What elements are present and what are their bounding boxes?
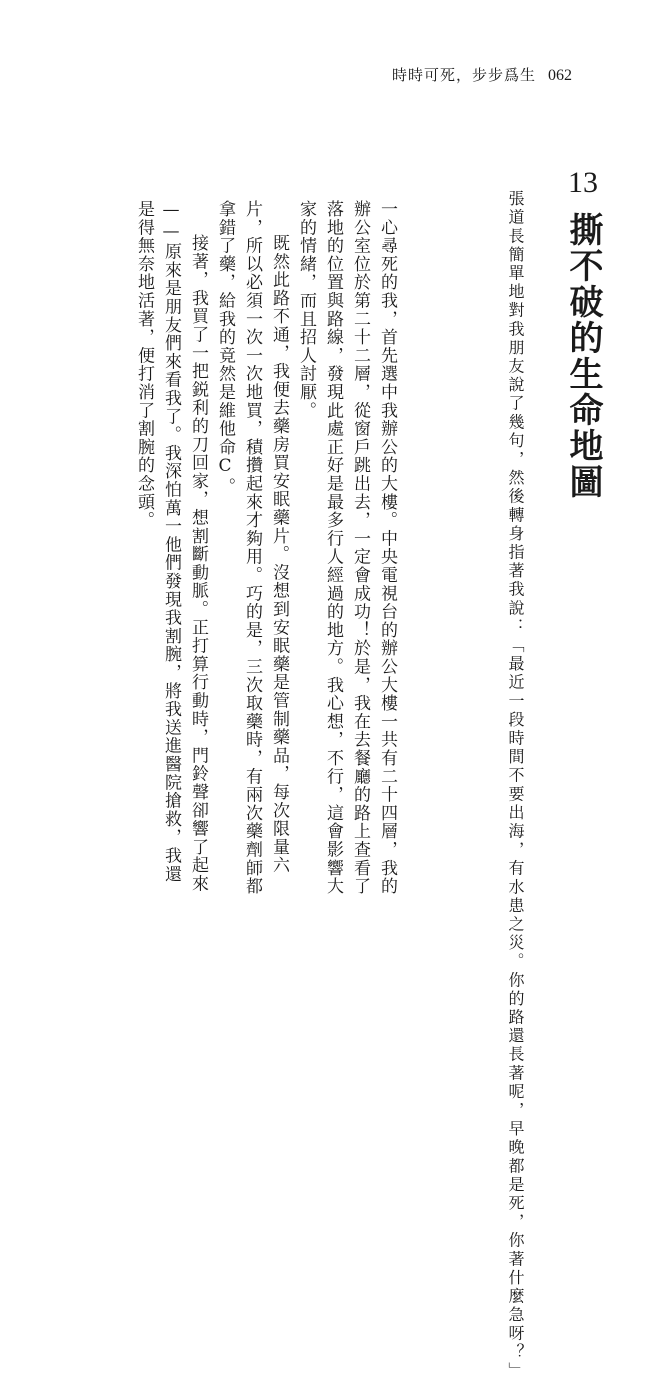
chapter-title: 撕不破的生命地圖 <box>563 212 603 500</box>
chapter-number: 13 <box>568 166 598 199</box>
page-number: 062 <box>548 67 573 84</box>
running-header <box>392 64 632 85</box>
body-text <box>88 200 400 900</box>
body-paragraph: 接著，我買了一把鋭利的刀回家，想割斷動脈。正打算行動時，門鈴聲卻響了起來——原來是朋友們來看我了。我深怕萬一他們發現我割腕，將我送進醫院搶救，我還是得無奈地活著，便打消了割腕的念頭。 <box>134 200 208 893</box>
body-paragraph: 既然此路不通，我便去藥房買安眠藥片。沒想到安眠藥是管制藥品，每次限量六片，所以必須一次一次地買，積攢起來才夠用。巧的是，三次取藥時，有兩次藥劑師都拿錯了藥，給我的竟然是維他命C。 <box>215 200 289 896</box>
running-title: 時時可死，步步爲生 <box>392 66 537 84</box>
chapter-epigraph: 張道長簡單地對我朋友說了幾句，然後轉身指著我說：「最近一段時間不要出海，有水患之災。你的路還長著呢，早晚都是死，你著什麼急呀？」 <box>506 190 525 1380</box>
body-paragraph: 一心尋死的我，首先選中我辦公的大樓。中央電視台的辦公大樓一共有二十四層，我的辦公室位於第二十二層，從窗戶跳出去，一定會成功！於是，我在去餐廳的路上查看了落地的位置與路線，發現此處正好是最多行人經過的地方。我心想，不行，這會影響大家的情緒，而且招人討厭。 <box>296 200 397 896</box>
